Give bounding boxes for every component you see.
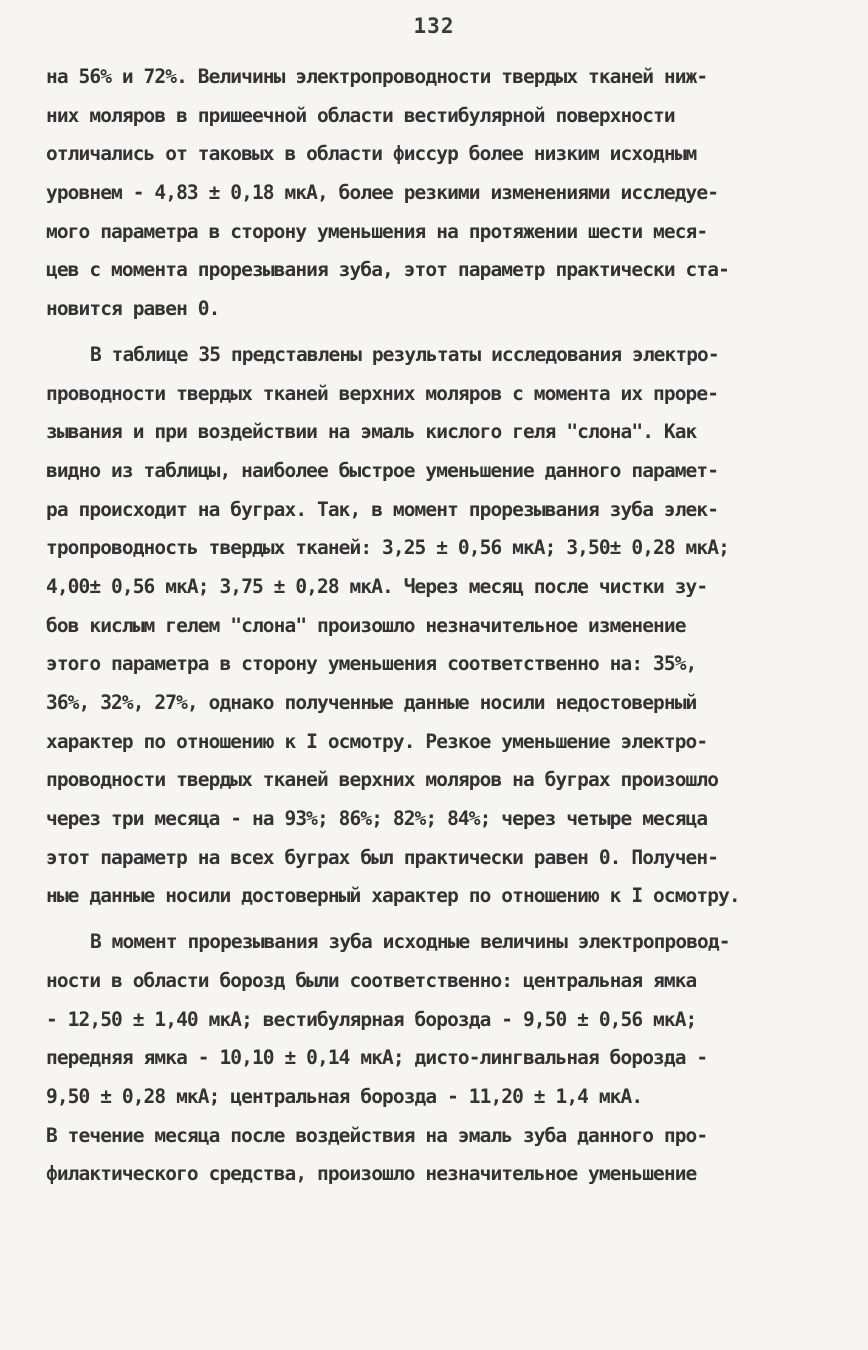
text-line: этого параметра в сторону уменьшения соответственно на: 35%, [46, 652, 697, 676]
text-line: этот параметр на всех буграх был практически равен 0. Получен- [46, 845, 719, 869]
text-line: характер по отношению к I осмотру. Резкое уменьшение электро- [46, 729, 708, 753]
text-line: новится равен 0. [46, 297, 220, 321]
text-line: 4,00± 0,56 мкА; 3,75 ± 0,28 мкА. Через месяц после чистки зу- [46, 574, 708, 598]
text-line: ности в области борозд были соответственно: центральная ямка [46, 968, 697, 992]
text-line: бов кислым гелем "слона" произошло незначительное изменение [46, 613, 686, 637]
text-line: ные данные носили достоверный характер по отношению к I осмотру. [46, 884, 740, 908]
text-line: передняя ямка - 10,10 ± 0,14 мкА; дисто-лингвальная борозда - [46, 1046, 708, 1070]
text-line: В течение месяца после воздействия на эмаль зуба данного про- [46, 1123, 708, 1147]
text-line: видно из таблицы, наиболее быстрое уменьшение данного парамет- [46, 458, 719, 482]
text-line: 36%, 32%, 27%, однако полученные данные носили недостоверный [46, 691, 697, 714]
text-line: через три месяца - на 93%; 86%; 82%; 84%; через четыре месяца [46, 807, 708, 831]
text-line: 9,50 ± 0,28 мкА; центральная борозда - 11,20 ± 1,4 мкА. [46, 1084, 643, 1108]
page-number: 132 [413, 14, 455, 38]
text-line: отличались от таковых в области фиссур более низким исходным [46, 142, 697, 166]
text-line: тропроводность твердых тканей: 3,25 ± 0,56 мкА; 3,50± 0,28 мкА; [46, 536, 729, 560]
text-line: проводности твердых тканей верхних моляров с момента их проре- [46, 381, 719, 405]
text-line: филактического средства, произошло незначительное уменьшение [46, 1162, 697, 1186]
text-line: них моляров в пришеечной области вестибулярной поверхности [46, 103, 675, 127]
text-line: ра происходит на буграх. Так, в момент прорезывания зуба элек- [46, 497, 719, 521]
body-text [46, 58, 826, 1194]
paragraph-first-line: В таблице 35 представлены результаты исследования электро- [90, 342, 719, 366]
text-line: уровнем - 4,83 ± 0,18 мкА, более резкими изменениями исследуе- [46, 181, 719, 205]
text-line: зывания и при воздействии на эмаль кислого геля "слона". Как [46, 420, 697, 444]
text-line: на 56% и 72%. Величины электропроводности твердых тканей ниж- [46, 65, 708, 88]
text-line: цев с момента прорезывания зуба, этот параметр практически ста- [46, 258, 729, 282]
paragraph-first-line: В момент прорезывания зуба исходные величины электропровод- [90, 930, 730, 954]
text-line: проводности твердых тканей верхних моляров на буграх произошло [46, 768, 719, 792]
text-line: мого параметра в сторону уменьшения на протяжении шести меся- [46, 219, 708, 243]
text-line: - 12,50 ± 1,40 мкА; вестибулярная борозда - 9,50 ± 0,56 мкА; [46, 1007, 697, 1031]
